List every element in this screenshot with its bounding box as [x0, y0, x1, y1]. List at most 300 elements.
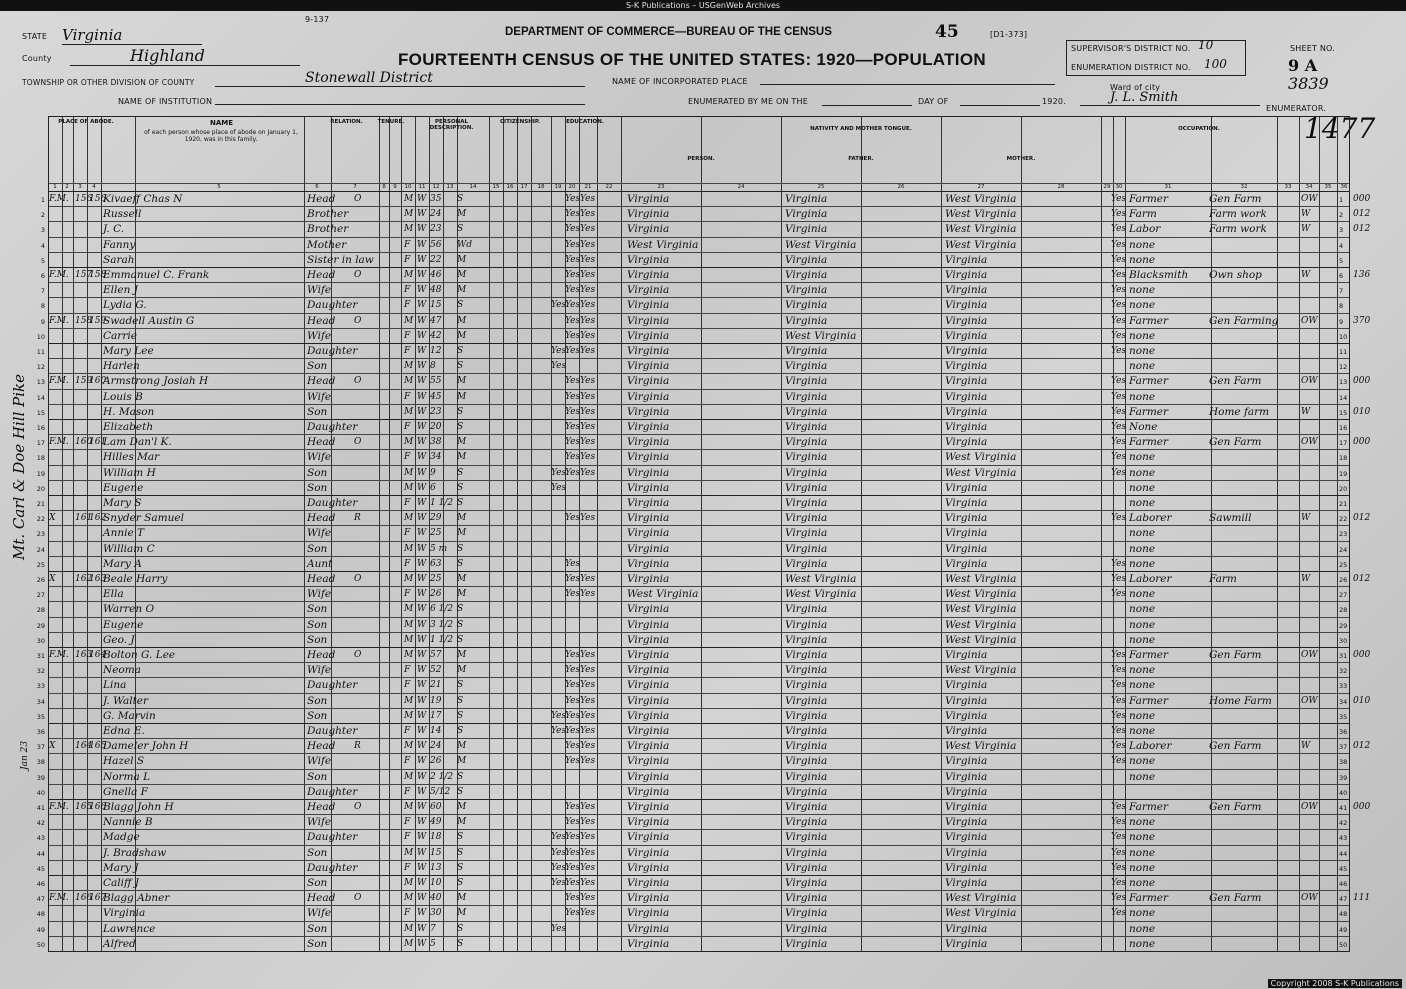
cell-marital: M [457, 741, 467, 752]
cell-mother-birthplace: Virginia [945, 527, 988, 540]
cell-relation: Wife [307, 907, 332, 920]
cell-relation: Head [307, 436, 336, 449]
cell-write: Yes [580, 452, 596, 463]
cell-relation: Wife [307, 588, 332, 601]
column-number: 10 [404, 184, 412, 190]
cell-race: W [417, 467, 427, 478]
cell-tag: F.M. [49, 315, 69, 326]
cell-read: Yes [565, 239, 581, 250]
line-number-right: 35 [1339, 712, 1348, 721]
cell-speaks-english: Yes [1111, 680, 1127, 691]
cell-race: W [417, 923, 427, 934]
cell-mother-birthplace: Virginia [945, 390, 988, 403]
line-number: 46 [36, 880, 45, 888]
cell-age: 55 [430, 376, 442, 387]
cell-age: 49 [430, 817, 442, 828]
cell-relation: Wife [307, 284, 332, 297]
cell-birthplace: Virginia [627, 436, 670, 449]
cell-speaks-english: Yes [1111, 315, 1127, 326]
cell-name: Blagg Abner [103, 892, 170, 905]
cell-birthplace: Virginia [627, 284, 670, 297]
cell-read: Yes [565, 422, 581, 432]
cell-read: Yes [565, 802, 581, 812]
cell-age: 9 [430, 467, 436, 478]
line-number-right: 24 [1339, 545, 1348, 554]
cell-trade: none [1129, 299, 1156, 312]
cell-age: 19 [430, 695, 442, 706]
cell-race: W [417, 558, 427, 569]
cell-birthplace: Virginia [627, 694, 670, 707]
cell-tenure: O [354, 802, 362, 812]
cell-read: Yes [565, 862, 581, 873]
cell-marital: M [457, 589, 467, 600]
cell-marital: S [457, 194, 464, 204]
cell-speaks-english: Yes [1111, 589, 1127, 600]
cell-race: W [417, 315, 427, 326]
cell-trade: none [1129, 816, 1156, 829]
cell-sex: M [404, 938, 414, 949]
cell-school: Yes [551, 862, 567, 873]
cell-code: 012 [1353, 224, 1371, 235]
cell-name: Madge [103, 831, 140, 844]
cell-sex: F [404, 817, 411, 828]
cell-speaks-english: Yes [1111, 665, 1127, 676]
cell-mother-birthplace: West Virginia [945, 618, 1017, 631]
column-number: 30 [1115, 184, 1123, 190]
cell-tenure: O [354, 437, 362, 448]
cell-relation: Son [307, 542, 328, 555]
cell-marital: S [457, 938, 464, 949]
line-number-right: 14 [1339, 393, 1348, 402]
cell-write: Yes [580, 710, 596, 721]
cell-relation: Daughter [307, 497, 358, 509]
cell-name: Alfred [103, 937, 136, 950]
cell-mother-birthplace: Virginia [945, 542, 988, 555]
cell-race: W [417, 239, 427, 250]
cell-relation: Son [307, 618, 328, 631]
cell-marital: M [457, 513, 467, 524]
cell-tenure: O [354, 194, 362, 204]
cell-sex: M [404, 361, 414, 372]
grid-column-line [531, 117, 532, 951]
cell-read: Yes [565, 558, 581, 569]
line-number-right: 29 [1339, 621, 1348, 630]
line-number-right: 19 [1339, 469, 1348, 478]
line-number: 15 [36, 408, 45, 417]
cell-race: W [417, 938, 427, 949]
cell-sex: M [404, 695, 414, 706]
cell-mother-birthplace: Virginia [945, 801, 988, 813]
cell-sex: M [404, 482, 414, 493]
cell-name: Califf J [103, 877, 139, 889]
incorporated-label: NAME OF INCORPORATED PLACE [612, 77, 748, 86]
group-citizenship: CITIZENSHIP. [500, 119, 540, 125]
line-number-right: 13 [1339, 378, 1348, 387]
cell-relation: Son [307, 633, 328, 646]
cell-trade: Laborer [1129, 512, 1172, 525]
supervisor-label: SUPERVISOR'S DISTRICT NO. [1071, 44, 1191, 53]
cell-father-birthplace: Virginia [785, 497, 828, 509]
column-number: 23 [657, 184, 665, 190]
column-number: 15 [492, 184, 500, 190]
cell-write: Yes [580, 406, 596, 417]
cell-tag: X [49, 513, 56, 524]
column-number: 3 [78, 184, 82, 190]
cell-marital: S [457, 498, 464, 508]
incorporated-line [760, 84, 1055, 85]
line-number-right: 34 [1339, 697, 1348, 706]
cell-sex: F [404, 422, 411, 432]
cell-class: OW [1301, 893, 1318, 904]
group-mother: MOTHER. [1006, 156, 1036, 162]
line-number: 34 [36, 697, 45, 706]
cell-trade: Laborer [1129, 740, 1172, 753]
line-number-right: 30 [1339, 636, 1348, 645]
column-number: 21 [584, 184, 592, 190]
cell-tag: F.M. [49, 376, 69, 387]
cell-class: OW [1301, 376, 1318, 387]
cell-birthplace: Virginia [627, 861, 670, 874]
cell-relation: Wife [307, 329, 332, 342]
cell-birthplace: Virginia [627, 573, 670, 585]
column-number: 16 [506, 184, 514, 190]
line-number: 39 [36, 773, 45, 782]
sheet-value: 9 A [1288, 56, 1318, 75]
line-number: 13 [36, 378, 45, 387]
cell-father-birthplace: Virginia [785, 709, 828, 722]
cell-class: OW [1301, 437, 1318, 448]
cell-trade: Farmer [1129, 405, 1169, 418]
cell-race: W [417, 574, 427, 584]
cell-write: Yes [580, 680, 596, 691]
county-label: County [22, 54, 52, 63]
cell-sex: F [404, 254, 411, 265]
line-number-right: 31 [1339, 652, 1348, 660]
cell-marital: S [457, 726, 464, 736]
line-number-right: 15 [1339, 408, 1348, 417]
cell-sex: F [404, 589, 411, 600]
stamp-number: 45 [935, 22, 959, 42]
cell-mother-birthplace: West Virginia [945, 588, 1017, 601]
cell-family: 167 [89, 893, 107, 904]
cell-read: Yes [565, 437, 581, 448]
cell-age: 25 [430, 574, 442, 584]
cell-read: Yes [565, 817, 581, 828]
line-number-right: 25 [1339, 560, 1348, 569]
cell-dwelling: 159 [75, 376, 93, 387]
cell-trade: none [1129, 284, 1156, 297]
cell-speaks-english: Yes [1111, 330, 1127, 341]
grid-column-line [941, 117, 942, 951]
cell-name: Elizabeth [103, 421, 154, 433]
cell-class: OW [1301, 802, 1318, 812]
cell-class: W [1301, 406, 1311, 417]
cell-trade: Blacksmith [1129, 269, 1189, 281]
line-number: 6 [40, 272, 45, 280]
cell-marital: S [457, 467, 464, 478]
cell-read: Yes [565, 391, 581, 402]
cell-code: 000 [1353, 376, 1371, 387]
cell-relation: Wife [307, 816, 332, 829]
cell-age: 10 [430, 878, 442, 888]
cell-father-birthplace: Virginia [785, 436, 828, 449]
cell-age: 30 [430, 908, 442, 919]
cell-father-birthplace: Virginia [785, 679, 828, 692]
column-number: 25 [817, 184, 825, 190]
cell-relation: Daughter [307, 785, 358, 798]
cell-marital: M [457, 893, 467, 904]
column-number: 11 [418, 184, 426, 190]
cell-marital: M [457, 574, 467, 584]
cell-name: Mary Lee [103, 345, 154, 357]
line-number-right: 3 [1339, 226, 1344, 235]
cell-marital: S [457, 695, 464, 706]
cell-sex: M [404, 634, 414, 645]
cell-speaks-english: Yes [1111, 437, 1127, 448]
line-number: 1 [40, 196, 45, 204]
cell-age: 7 [430, 923, 436, 934]
cell-race: W [417, 650, 427, 660]
cell-tag: F.M. [49, 650, 69, 660]
line-number: 8 [40, 302, 45, 311]
group-personal: PERSONAL DESCRIPTION. [429, 119, 474, 131]
cell-birthplace: Virginia [627, 831, 670, 844]
county-value: Highland [70, 46, 300, 66]
column-number: 8 [382, 184, 386, 190]
cell-trade: Laborer [1129, 573, 1172, 585]
cell-race: W [417, 756, 427, 767]
cell-speaks-english: Yes [1111, 832, 1127, 843]
line-number-right: 12 [1339, 363, 1348, 372]
cell-sex: M [404, 467, 414, 478]
cell-mother-birthplace: Virginia [945, 755, 988, 768]
cell-dwelling: 156 [75, 194, 93, 204]
cell-age: 6 1/2 [430, 604, 454, 615]
group-occupation: OCCUPATION. [1178, 126, 1220, 132]
cell-family: 165 [89, 741, 107, 752]
cell-tag: F.M. [49, 437, 69, 448]
cell-age: 24 [430, 741, 442, 752]
cell-relation: Head [307, 314, 336, 327]
cell-birthplace: Virginia [627, 679, 670, 692]
cell-relation: Head [307, 801, 336, 813]
cell-sex: M [404, 710, 414, 721]
cell-trade: none [1129, 861, 1156, 874]
cell-birthplace: Virginia [627, 725, 670, 737]
column-number: 29 [1103, 184, 1111, 190]
cell-trade: Farmer [1129, 193, 1169, 205]
cell-write: Yes [580, 346, 596, 356]
grid-column-line [551, 117, 552, 951]
cell-age: 26 [430, 756, 442, 767]
column-number: 19 [554, 184, 562, 190]
line-number: 33 [36, 682, 45, 691]
cell-sex: M [404, 771, 414, 782]
cell-age: 8 [430, 361, 436, 372]
cell-industry: Gen Farming [1209, 314, 1279, 327]
cell-father-birthplace: West Virginia [785, 329, 857, 342]
line-number: 22 [36, 515, 45, 524]
cell-father-birthplace: Virginia [785, 481, 828, 494]
cell-age: 18 [430, 832, 442, 843]
cell-age: 5 [430, 938, 436, 949]
cell-father-birthplace: Virginia [785, 770, 828, 783]
column-number: 17 [520, 184, 528, 190]
cell-mother-birthplace: Virginia [945, 345, 988, 357]
column-number: 5 [217, 184, 221, 190]
cell-mother-birthplace: Virginia [945, 436, 988, 449]
cell-relation: Daughter [307, 831, 358, 844]
cell-marital: S [457, 832, 464, 843]
cell-race: W [417, 452, 427, 463]
cell-write: Yes [580, 376, 596, 387]
cell-read: Yes [565, 756, 581, 767]
cell-name: Lina [103, 679, 127, 692]
cell-school: Yes [551, 923, 567, 934]
cell-tag: F.M. [49, 893, 69, 904]
cell-code: 000 [1353, 802, 1371, 812]
cell-relation: Wife [307, 390, 332, 403]
cell-code: 000 [1353, 650, 1371, 660]
cell-relation: Daughter [307, 299, 358, 312]
cell-father-birthplace: Virginia [785, 785, 828, 798]
cell-marital: S [457, 224, 464, 235]
cell-sex: M [404, 543, 414, 554]
line-number: 43 [36, 834, 45, 843]
cell-father-birthplace: Virginia [785, 801, 828, 813]
cell-read: Yes [565, 741, 581, 752]
line-number-right: 6 [1339, 272, 1344, 280]
cell-marital: S [457, 771, 464, 782]
cell-name: Louis B [103, 390, 143, 403]
cell-age: 15 [430, 300, 442, 311]
cell-sex: M [404, 224, 414, 235]
cell-trade: none [1129, 603, 1156, 616]
cell-sex: M [404, 650, 414, 660]
cell-marital: S [457, 558, 464, 569]
cell-trade: none [1129, 390, 1156, 403]
cell-sex: M [404, 802, 414, 812]
cell-speaks-english: Yes [1111, 194, 1127, 204]
cell-name: Virginia [103, 907, 146, 920]
cell-father-birthplace: Virginia [785, 877, 828, 889]
cell-mother-birthplace: West Virginia [945, 466, 1017, 479]
cell-dwelling: 158 [75, 315, 93, 326]
cell-father-birthplace: Virginia [785, 527, 828, 540]
column-number: 1 [53, 184, 57, 190]
cell-write: Yes [580, 832, 596, 843]
cell-marital: M [457, 391, 467, 402]
cell-trade: none [1129, 709, 1156, 722]
cell-read: Yes [565, 665, 581, 676]
cell-tag: X [49, 741, 56, 752]
group-name-sub: of each person whose place of abode on January 1, 1920, was in this family. [144, 129, 298, 143]
cell-mother-birthplace: Virginia [945, 253, 988, 266]
cell-race: W [417, 300, 427, 311]
line-number-right: 33 [1339, 682, 1348, 691]
cell-mother-birthplace: Virginia [945, 481, 988, 494]
cell-sex: F [404, 300, 411, 311]
cell-relation: Head [307, 892, 336, 905]
cell-birthplace: Virginia [627, 208, 670, 221]
cell-mother-birthplace: Virginia [945, 375, 988, 388]
cell-write: Yes [580, 437, 596, 448]
cell-marital: S [457, 619, 464, 630]
cell-mother-birthplace: Virginia [945, 649, 988, 661]
cell-code: 012 [1353, 741, 1371, 752]
cell-relation: Daughter [307, 861, 358, 874]
line-number: 30 [36, 636, 45, 645]
cell-sex: M [404, 604, 414, 615]
cell-speaks-english: Yes [1111, 878, 1127, 888]
cell-trade: none [1129, 497, 1156, 509]
cell-mother-birthplace: West Virginia [945, 633, 1017, 646]
cell-father-birthplace: Virginia [785, 253, 828, 266]
column-number: 36 [1340, 184, 1348, 190]
cell-race: W [417, 391, 427, 402]
cell-write: Yes [580, 908, 596, 919]
cell-father-birthplace: Virginia [785, 375, 828, 388]
cell-read: Yes [565, 285, 581, 296]
cell-age: 45 [430, 391, 442, 402]
cell-birthplace: Virginia [627, 618, 670, 631]
cell-code: 111 [1353, 893, 1371, 904]
cell-name: Beale Harry [103, 573, 168, 585]
cell-trade: Farmer [1129, 694, 1169, 707]
cell-relation: Daughter [307, 421, 358, 433]
cell-marital: M [457, 437, 467, 448]
cell-industry: Gen Farm [1209, 892, 1262, 905]
column-number: 35 [1324, 184, 1332, 190]
cell-code: 000 [1353, 437, 1371, 448]
cell-age: 13 [430, 862, 442, 873]
cell-family: 163 [89, 574, 107, 584]
cell-birthplace: Virginia [627, 253, 670, 266]
cell-mother-birthplace: West Virginia [945, 193, 1017, 205]
cell-sex: F [404, 908, 411, 919]
cell-sex: F [404, 862, 411, 873]
enumerator-signature: J. L. Smith [1080, 90, 1260, 106]
cell-race: W [417, 802, 427, 812]
cell-write: Yes [580, 878, 596, 888]
group-tenure: TENURE. [377, 119, 405, 125]
line-number-right: 44 [1339, 849, 1348, 858]
page-title: FOURTEENTH CENSUS OF THE UNITED STATES: 1920—POPULATION [398, 50, 986, 69]
cell-tenure: O [354, 376, 362, 387]
cell-class: W [1301, 741, 1311, 752]
cell-relation: Son [307, 694, 328, 707]
cell-industry: Home Farm [1209, 694, 1272, 707]
cell-father-birthplace: Virginia [785, 193, 828, 205]
cell-relation: Head [307, 193, 336, 205]
line-number: 31 [36, 652, 45, 660]
cell-marital: M [457, 908, 467, 919]
column-number: 9 [393, 184, 397, 190]
cell-relation: Daughter [307, 679, 358, 692]
cell-sex: M [404, 619, 414, 630]
department-heading: DEPARTMENT OF COMMERCE—BUREAU OF THE CENSUS [505, 26, 832, 38]
cell-name: Mary S [103, 497, 142, 509]
cell-name: Ella [103, 588, 124, 601]
cell-class: W [1301, 513, 1311, 524]
cell-father-birthplace: Virginia [785, 740, 828, 753]
grid-column-line [1319, 117, 1320, 951]
cell-name: Lam Dan'l K. [103, 436, 172, 449]
cell-father-birthplace: West Virginia [785, 573, 857, 585]
column-number: 31 [1164, 184, 1172, 190]
cell-family: 156 [89, 194, 107, 204]
cell-age: 23 [430, 224, 442, 235]
